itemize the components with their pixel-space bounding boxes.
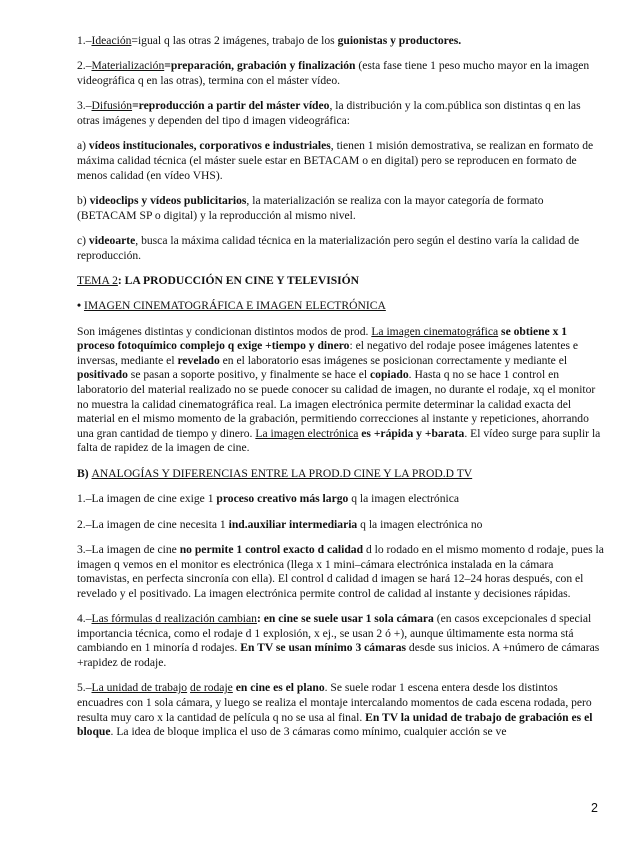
paragraph-materializacion — [77, 59, 605, 88]
text-run: . El vídeo surge para suplir la falta de rapidez de la imagen de cine. — [77, 426, 601, 455]
text-run: , la distribución y la com.pública son distintas q en las otras imágenes y dependen del tipo d imagen videográfica: — [77, 99, 581, 127]
text-run: se pasan a soporte positivo, y finalmente se hace el — [127, 368, 371, 382]
term-imagen-cinematografica: La imagen cinematográfica — [371, 324, 499, 338]
bold-text: =preparación, grabación y finalización — [164, 59, 356, 73]
bold-text: ind.auxiliar intermediaria — [228, 517, 358, 531]
text-run: , tienen 1 misión demostrativa, se realizan en formato de máxima calidad técnica (el máster suele estar en BETACAM o en digital) pero se reproducen en formato de menos calidad (en vídeo VHS). — [77, 139, 594, 182]
bullet-icon: • — [77, 299, 84, 313]
tema-label: TEMA 2 — [77, 273, 118, 287]
paragraph-b2 — [77, 518, 605, 533]
bold-text: vídeos institucionales, corporativos e industriales — [88, 139, 331, 153]
paragraph-b3 — [77, 543, 605, 601]
term-materializacion: Materialización — [91, 59, 165, 73]
text-run: : el negativo del rodaje posee imágenes latentes e inversas, mediante el — [77, 339, 579, 367]
bold-text: =reproducción a partir del máster vídeo — [132, 99, 330, 113]
item-number: 3.– — [77, 99, 92, 113]
bold-text: no permite 1 control exacto d calidad — [179, 543, 364, 556]
paragraph-ideacion — [77, 34, 605, 49]
bold-text: videoarte — [88, 233, 136, 247]
heading-tema-2 — [77, 274, 605, 289]
text-run: desde sus inicios. A +número de cámaras +rapidez de rodaje. — [77, 641, 600, 669]
paragraph-intro — [77, 325, 605, 456]
section-letter: B) — [77, 466, 92, 480]
bullet-heading — [77, 299, 605, 314]
text-run: =igual q las otras 2 imágenes, trabajo de los — [131, 34, 338, 47]
term-formulas-realizacion: Las fórmulas d realización cambian — [91, 612, 257, 626]
item-number: 4.– — [77, 612, 92, 626]
bold-text: videoclips y vídeos publicitarios — [89, 193, 247, 207]
bold-text: en cine es el plano — [232, 681, 325, 695]
tema-title: : LA PRODUCCIÓN EN CINE Y TELEVISIÓN — [117, 273, 360, 287]
term-difusion: Difusión — [91, 99, 133, 113]
bold-text: guionistas y productores. — [337, 34, 462, 47]
text-run: . Hasta q no se hace 1 control en laboratorio del material realizado no se puede conocer su calidad de imagen, no durante el rodaje, xq el monitor no muestra la calidad cinematográfica real. La imagen electrónica permite determinar la calidad exacta del material en el mismo momento de la grabación, permitiendo correcciones al instante y repeticiones, ahorrando una gran cantidad de tiempo y dinero. — [77, 368, 596, 440]
bold-text: se obtiene x 1 proceso fotoquímico complejo q exige +tiempo y dinero — [77, 324, 568, 353]
text-run: q la imagen electrónica — [348, 492, 460, 506]
bold-text: : en cine se suele usar 1 sola cámara — [256, 612, 434, 626]
item-letter: c) — [77, 233, 89, 247]
bold-text: revelado — [177, 353, 220, 367]
term-ideacion: Ideación — [91, 34, 132, 47]
text-run: , busca la máxima calidad técnica en la materialización pero según el destino varía la calidad de reproducción. — [77, 233, 580, 262]
text-run: 3.–La imagen de cine — [77, 543, 180, 556]
text-run: (esta fase tiene 1 peso mucho mayor en la imagen videográfica q en las otras), termina con el máster vídeo. — [77, 59, 590, 87]
paragraph-b4 — [77, 612, 605, 670]
text-run: en el laboratorio esas imágenes se posicionan correctamente y mediante el — [219, 353, 568, 367]
paragraph-item-a — [77, 139, 605, 183]
text-run: 1.–La imagen de cine exige 1 — [77, 492, 217, 506]
page-number: 2 — [591, 801, 598, 815]
term-de-rodaje: de rodaje — [190, 681, 233, 695]
text-run: , la materialización se realiza con la mayor categoría de formato (BETACAM SP o digital) y la reproducción al mismo nivel. — [77, 193, 544, 222]
paragraph-difusion — [77, 99, 605, 128]
item-number: 5.– — [77, 681, 92, 695]
bold-text: proceso creativo más largo — [216, 492, 349, 506]
text-run: (en casos excepcionales d special importancia técnica, como el rodaje d 1 explosión, x ej., se usan 2 ó +), aunque últimamente esta norma stá cambiando en 1 minoría d rodajes. — [77, 612, 592, 655]
text-run: . Se suele rodar 1 escena entera desde los distintos encuadres con 1 sola cámara, y luego se realiza el montaje intercalando momentos de cada escena rodada, pero resulta muy caro x la cantidad de película q no se usa al final. — [77, 681, 592, 724]
paragraph-b1 — [77, 492, 605, 507]
bold-text: es +rápida y +barata — [358, 426, 465, 440]
item-letter: b) — [77, 193, 90, 207]
bold-text: En TV se usan mínimo 3 cámaras — [240, 641, 407, 655]
section-b-title: ANALOGÍAS Y DIFERENCIAS ENTRE LA PROD.D CINE Y LA PROD.D TV — [91, 466, 473, 480]
term-unidad-trabajo: La unidad de trabajo — [91, 681, 188, 695]
paragraph-b5 — [77, 681, 605, 739]
bold-text: En TV la unidad de trabajo de grabación es el bloque — [77, 710, 593, 739]
text-run: 2.–La imagen de cine necesita 1 — [77, 517, 229, 531]
bullet-heading-text: IMAGEN CINEMATOGRÁFICA E IMAGEN ELECTRÓNICA — [83, 299, 386, 313]
bold-text: positivado — [77, 368, 128, 382]
paragraph-item-b — [77, 194, 605, 223]
bold-text: copiado — [370, 368, 409, 382]
text-run: . La idea de bloque implica el uso de 3 cámaras como mínimo, cualquier acción se ve — [110, 725, 507, 739]
item-number: 1.– — [77, 34, 92, 47]
section-b-heading — [77, 467, 605, 482]
text-run: q la imagen electrónica no — [357, 517, 483, 531]
text-run: Son imágenes distintas y condicionan distintos modos de prod. — [77, 324, 372, 338]
paragraph-item-c — [77, 234, 605, 263]
item-letter: a) — [77, 139, 89, 153]
page-content — [77, 34, 605, 751]
item-number: 2.– — [77, 59, 92, 73]
text-run: d lo rodado en el mismo momento d rodaje, pues la imagen q vemos en el monitor es electrónica (llega x 1 mini–cámara electrónica instalada en la cámara tomavistas, en perfecta sincronía con ella). El control d calidad d imagen se hará 12–24 horas después, con el revelado y el positivado. La imagen electrónica permite control de calidad al instante y decisiones rápidas. — [77, 543, 604, 600]
term-imagen-electronica: La imagen electrónica — [255, 426, 359, 440]
